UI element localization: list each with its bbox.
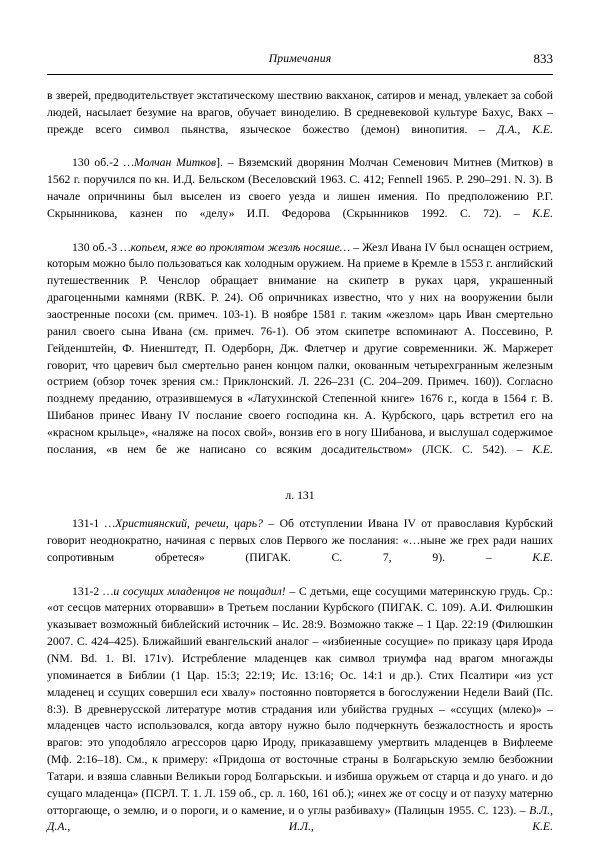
note-131-1 bbox=[47, 516, 553, 583]
paragraph-attribution: Д.А., К.Е. bbox=[497, 122, 553, 136]
note-marker: 131-2 bbox=[72, 584, 103, 598]
page-content-area bbox=[47, 52, 553, 853]
paragraph-continuation bbox=[47, 88, 553, 155]
body-text-block bbox=[47, 88, 553, 853]
paragraph-text: в зверей, предводительствует экстатическому шествию вакханок, сатиров и менад, увлекает за собой людей, насылает безумие на врагов, обучает виноделию. В средневековой культуре Бахус, Вакх – прежде всего символ пьянства, языческое божество (демон) винопития. – bbox=[47, 89, 553, 136]
note-marker: 130 об.-3 bbox=[72, 240, 121, 254]
note-text: – Об отступлении Ивана IV от православия Курбский говорит неоднократно, начиная с первых слов Первого же послания: «…ныне же грех ради наших сопротивным обретеся» (ПИГАК. С. 7, 9). – bbox=[47, 517, 553, 564]
note-lemma: …копьем, яже во проклятом жезлѣ носяше… bbox=[120, 240, 351, 254]
note-lemma: …и сосущих младенцов не пощадил! bbox=[102, 584, 286, 598]
note-131-2 bbox=[47, 584, 553, 853]
note-attribution: В.Л., Д.А., И.Л., К.Е. bbox=[47, 803, 553, 834]
note-attribution: К.Е. bbox=[532, 550, 553, 564]
note-text: – Жезл Ивана IV был оснащен острием, которым можно было пользоваться как холодным оружием. На приеме в Кремле в 1553 г. английский путешественник Р. Ченслор обращает внимание на скипетр в руках царя, украшенный драгоценными камнями (RBK. P. 24). Об опричниках известно, что у них на вооружении были заостренные посохи (см. примеч. 103-1). В ноябре 1581 г. таким «жезлом» царь Иван смертельно ранил своего сына Ивана (см. примеч. 76-1). Об этом скипетре вспоминают А. Поссевино, Р. Гейденштейн, Ф. Ниенштедт, П. Одерборн, Дж. Флетчер и другие современники. Ж. Маржерет говорит, что царевич был смертельно ранен концом палки, окованным четырехгранным железным острием (обзор точек зрения см.: Приклонский. Л. 226–231 (С. 204–209. Примеч. 160)). Согласно позднему преданию, отразившемуся в «Латухинской Степенной книге» 1676 г., когда в 1564 г. В. Шибанов принес Ивану IV послание своего господина кн. А. Курбского, царь встретил его на «красном крыльце», «наляже на посох свой», вонзив его в ногу Шибанова, и выслушал содержимое послания, «в нем бе же написано со всяким досадительством» (ЛСК. С. 542). – bbox=[47, 240, 553, 456]
header-rule bbox=[47, 74, 553, 75]
note-attribution: К.Е. bbox=[532, 442, 553, 456]
note-130-ob-2 bbox=[47, 155, 553, 239]
note-lemma: …Молчан Митков bbox=[123, 156, 217, 170]
page-number: 833 bbox=[533, 51, 553, 66]
note-marker: 130 об.-2 bbox=[72, 156, 124, 170]
note-marker: 131-1 bbox=[72, 517, 105, 531]
running-header bbox=[47, 52, 553, 72]
note-130-ob-3 bbox=[47, 240, 553, 476]
running-header-title: Примечания bbox=[268, 52, 332, 65]
note-lemma: …Християнский, речеш, царь? bbox=[104, 517, 263, 531]
note-attribution: К.Е. bbox=[532, 206, 553, 220]
note-text: – С детьми, еще сосущими материнскую грудь. Ср.: «от сесцов матерних оторвавши» в Третьем послании Курбского (ПИГАК. С. 109). А.И. Филюшкин указывает возможный библейский источник – Ис. 28:9. Возможно также – 1 Цар. 22:19 (Филюшкин 2007. С. 424–425). Ближайший евангельский аналог – «избиенные сосущие» по приказу царя Ирода (NM. Bd. 1. Bl. 171v). Истребление младенцев как символ триумфа над врагом многажды упоминается в Библии (1 Цар. 15:3; 22:19; Ис. 13:16; Ос. 14:1 и др.). Стих Псалтири «из уст младенец и ссущих совершил еси хвалу» постоянно повторяется в богослужении Недели Ваий (Пс. 8:3). В древнерусской литературе мотив страдания или убийства грудных – «ссущих (млеко)» – младенцев часто использовался, когда автору нужно было подчеркнуть безжалостность и ярость врагов: это уподобляло агрессоров царю Ироду, приказавшему умертвить младенцев в Вифлееме (Мф. 2:16–18). См., к примеру: «Придоша от восточные страны в Болгарьскую землю безбожнии Татари. и взяша славныи Великыи город Болгарьскыи. и избиша оружьем от старца и до унаго. и до сущаго младенца» (ПСРЛ. Т. 1. Л. 159 об., ср. л. 160, 161 об.); «инех же от сосцу и от пазуху матерню отторгающе, о землю, и о пороги, и о камение, и о углы разбиваху» (Палицын 1955. С. 123). – bbox=[47, 584, 553, 817]
note-text: ]. – Вяземский дворянин Молчан Семенович Митнев (Митков) в 1562 г. поручился по кн. И.Д. Бельском (Веселовский 1963. С. 412; Fennell 1965. P. 290–291. N. 3). В начале опричнины был выселен из своего уезда и лишен имения. По предположению Р.Г. Скрынникова, казнен по «делу» И.П. Федорова (Скрынников 1992. С. 72). – bbox=[47, 156, 553, 220]
folio-heading: л. 131 bbox=[285, 489, 315, 503]
